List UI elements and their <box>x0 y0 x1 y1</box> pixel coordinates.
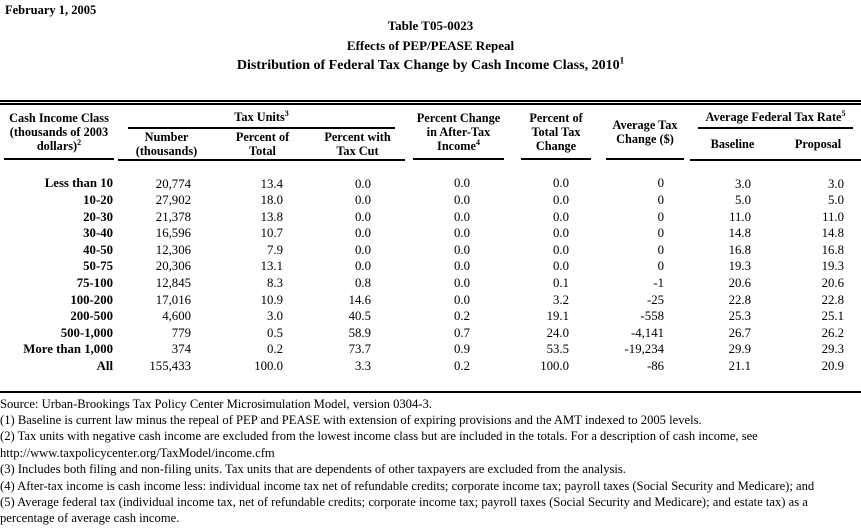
data-cell: 24.0 <box>546 325 569 340</box>
header-line: Tax Cut <box>336 143 379 158</box>
col-header-avg-tax-change <box>600 103 690 160</box>
data-cell: 19.1 <box>546 309 569 324</box>
data-cell: 22.8 <box>821 292 844 307</box>
data-cell: 0.0 <box>454 209 470 224</box>
row-label: 40-50 <box>83 242 113 257</box>
data-cell: 0.5 <box>267 325 283 340</box>
row-label: 500-1,000 <box>60 325 113 340</box>
data-cell: 0.0 <box>553 242 569 257</box>
data-cell: 0.0 <box>553 209 569 224</box>
data-cell: 16.8 <box>728 242 751 257</box>
data-cell: 0.0 <box>553 193 569 208</box>
footnote-line: percentage of average cash income. <box>0 511 180 526</box>
data-cell: 10.7 <box>260 226 283 241</box>
data-cell: 21.1 <box>728 359 751 374</box>
data-cell: 0 <box>657 193 664 208</box>
table-row <box>0 275 861 292</box>
data-cell: 0.0 <box>553 259 569 274</box>
data-cell: 29.3 <box>821 342 844 357</box>
row-label: 30-40 <box>83 226 113 241</box>
footnote-marker: 5 <box>841 108 846 118</box>
footnote-line: (2) Tax units with negative cash income are excluded from the lowest income class but are included in the totals. For a description of cash income, see <box>0 429 758 444</box>
header-line: Change <box>535 139 577 154</box>
row-label: 10-20 <box>83 193 113 208</box>
data-cell: 7.9 <box>267 242 283 257</box>
data-cell: 27,902 <box>155 193 191 208</box>
header-line: Cash Income Class <box>9 111 109 126</box>
data-cell: 779 <box>171 325 191 340</box>
table-row <box>0 358 861 392</box>
table-number-title: Table T05-0023 <box>387 18 474 33</box>
header-line: (thousands of 2003 <box>9 125 109 140</box>
data-cell: 11.0 <box>822 209 844 224</box>
footnote-marker: 3 <box>284 108 289 118</box>
data-cell: 0.7 <box>454 325 470 340</box>
data-cell: 3.2 <box>553 292 569 307</box>
data-cell: 40.5 <box>348 309 371 324</box>
header-line: Percent of <box>529 111 583 126</box>
row-label: 100-200 <box>70 292 113 307</box>
table-row <box>0 192 861 209</box>
row-label: 200-500 <box>70 309 113 324</box>
data-cell: 20.6 <box>821 276 844 291</box>
data-cell: 0.0 <box>355 259 371 274</box>
data-cell: 0.0 <box>553 176 569 190</box>
footnote-line: (3) Includes both filing and non-filing units. Tax units that are dependents of other taxpayers are excluded from the analysis. <box>0 462 626 477</box>
col-header-cash-income-class <box>0 103 118 160</box>
footnote-marker: 2 <box>77 138 82 148</box>
data-cell: 25.3 <box>728 309 751 324</box>
col-header-percent-of-total <box>215 129 310 160</box>
data-cell: 3.0 <box>828 176 844 191</box>
data-cell: -4,141 <box>630 325 664 340</box>
header-line: in After-Tax <box>426 125 491 140</box>
data-cell: 13.8 <box>260 209 283 224</box>
data-cell: 0.0 <box>454 292 470 307</box>
table-body <box>0 160 861 392</box>
col-header-number-thousands <box>118 129 215 160</box>
data-cell: -86 <box>646 359 664 374</box>
data-cell: 0.2 <box>267 342 283 357</box>
row-label: 20-30 <box>83 209 113 224</box>
data-cell: 0.0 <box>355 226 371 241</box>
col-header-pct-total-tax-change <box>512 103 600 160</box>
row-label: All <box>96 359 113 374</box>
data-cell: 0.0 <box>355 209 371 224</box>
row-label: 50-75 <box>83 259 113 274</box>
data-cell: 10.9 <box>260 292 283 307</box>
data-cell: 20,774 <box>155 176 191 191</box>
group-header-text: Tax Units <box>234 109 285 124</box>
data-cell: -19,234 <box>624 342 664 357</box>
col-header-pct-change-after-tax-income <box>405 103 512 160</box>
header-line: Average Tax <box>612 118 678 133</box>
data-cell: 25.1 <box>821 309 844 324</box>
col-header-baseline: Baseline <box>690 129 775 160</box>
header-line: Percent with <box>324 129 391 144</box>
data-cell: 0 <box>657 209 664 224</box>
data-cell: 12,306 <box>155 242 191 257</box>
data-cell: 0.0 <box>454 259 470 274</box>
data-cell: 5.0 <box>828 193 844 208</box>
data-cell: 19.3 <box>821 259 844 274</box>
data-cell: 100.0 <box>540 359 569 374</box>
data-cell: 13.4 <box>260 176 283 191</box>
data-cell: 374 <box>171 342 191 357</box>
row-label: More than 1,000 <box>23 342 113 357</box>
data-cell: 0.0 <box>454 193 470 208</box>
data-cell: 5.0 <box>735 193 751 208</box>
footnotes-block <box>0 396 861 527</box>
header-line: Percent Change <box>416 111 501 126</box>
data-cell: 53.5 <box>546 342 569 357</box>
data-cell: 8.3 <box>267 276 283 291</box>
table-header <box>0 103 861 160</box>
table-row <box>0 258 861 275</box>
tax-distribution-table <box>0 100 861 393</box>
footnote-url: http://www.taxpolicycenter.org/TaxModel/income.cfm <box>0 445 275 460</box>
data-cell: 18.0 <box>260 193 283 208</box>
data-cell: 0.0 <box>355 242 371 257</box>
header-line: Number <box>144 129 189 144</box>
table-row <box>0 292 861 309</box>
main-title-text: Distribution of Federal Tax Change by Cash Income Class, 2010 <box>236 58 620 73</box>
data-cell: 0.0 <box>454 242 470 257</box>
data-cell: 14.6 <box>348 292 371 307</box>
data-cell: 0.0 <box>355 193 371 208</box>
group-header-text: Average Federal Tax Rate <box>705 109 842 124</box>
data-cell: 0.0 <box>454 176 470 190</box>
data-cell: 12,845 <box>155 276 191 291</box>
table-row <box>0 325 861 342</box>
source-line: Source: Urban-Brookings Tax Policy Center Microsimulation Model, version 0304-3. <box>0 396 432 411</box>
data-cell: 3.0 <box>267 309 283 324</box>
group-header-avg-federal-tax-rate <box>690 103 861 129</box>
header-text: dollars) <box>36 139 78 154</box>
data-cell: 26.2 <box>821 325 844 340</box>
table-row <box>0 160 861 193</box>
footnote-line: (1) Baseline is current law minus the repeal of PEP and PEASE with extension of expiring provisions and the AMT indexed to 2005 levels. <box>0 413 702 428</box>
data-cell: 26.7 <box>728 325 751 340</box>
data-cell: 16.8 <box>821 242 844 257</box>
table-row <box>0 242 861 259</box>
data-cell: 0.0 <box>454 226 470 241</box>
data-cell: 14.8 <box>728 226 751 241</box>
data-cell: -25 <box>646 292 664 307</box>
header-line: (thousands) <box>135 143 198 158</box>
table-row <box>0 308 861 325</box>
col-header-percent-with-tax-cut <box>310 129 405 160</box>
data-cell: 100.0 <box>254 359 283 374</box>
data-cell: 73.7 <box>348 342 371 357</box>
data-cell: 0.8 <box>355 276 371 291</box>
data-cell: -1 <box>653 276 664 291</box>
data-cell: 0 <box>657 259 664 274</box>
data-cell: 29.9 <box>728 342 751 357</box>
footnote-line: (4) After-tax income is cash income less: individual income tax net of refundable credits; corporate income tax; payroll taxes (Social Security and Medicare); and <box>0 478 815 493</box>
data-cell: 0.9 <box>454 342 470 357</box>
data-cell: 21,378 <box>155 209 191 224</box>
header-line: Total <box>249 143 276 158</box>
col-header-proposal: Proposal <box>775 129 861 160</box>
main-title-footnote-marker: 1 <box>619 55 625 66</box>
data-cell: 22.8 <box>728 292 751 307</box>
data-cell: 0.0 <box>355 176 371 191</box>
data-cell: 19.3 <box>728 259 751 274</box>
header-line: Change ($) <box>616 132 674 147</box>
footnote-marker: 4 <box>475 138 480 148</box>
table-row <box>0 209 861 226</box>
data-cell: 20,306 <box>155 259 191 274</box>
title-block <box>0 0 861 100</box>
header-text: Income <box>437 139 476 154</box>
data-cell: -558 <box>640 309 664 324</box>
table-main-title <box>0 55 861 74</box>
data-cell: 17,016 <box>155 292 191 307</box>
data-cell: 13.1 <box>260 259 283 274</box>
header-line: Percent of <box>235 129 290 144</box>
header-line: Total Tax <box>531 125 581 140</box>
footnote-line: (5) Average federal tax (individual income tax, net of refundable credits; corporate income tax; payroll taxes (Social Security and Medicare); and estate tax) as a <box>0 495 808 510</box>
data-cell: 16,596 <box>155 226 191 241</box>
data-cell: 0 <box>657 176 664 190</box>
data-cell: 20.9 <box>821 359 844 374</box>
data-cell: 58.9 <box>348 325 371 340</box>
data-cell: 11.0 <box>729 209 751 224</box>
data-cell: 0.0 <box>553 226 569 241</box>
data-cell: 0 <box>657 242 664 257</box>
table-row <box>0 341 861 358</box>
table-row <box>0 225 861 242</box>
table-subtitle: Effects of PEP/PEASE Repeal <box>346 38 515 53</box>
data-cell: 4,600 <box>162 309 191 324</box>
header-line <box>405 139 512 153</box>
group-header-tax-units <box>118 103 405 129</box>
data-cell: 0 <box>657 226 664 241</box>
document-date: February 1, 2005 <box>5 3 97 17</box>
data-cell: 0.1 <box>553 276 569 291</box>
data-cell: 155,433 <box>149 359 191 374</box>
row-label: 75-100 <box>76 276 113 291</box>
data-cell: 0.2 <box>454 359 470 374</box>
data-cell: 14.8 <box>821 226 844 241</box>
header-line <box>0 139 118 153</box>
data-cell: 0.2 <box>454 309 470 324</box>
data-cell: 3.0 <box>735 176 751 191</box>
row-label: Less than 10 <box>44 176 113 190</box>
data-cell: 20.6 <box>728 276 751 291</box>
data-cell: 0.0 <box>454 276 470 291</box>
data-cell: 3.3 <box>355 359 371 374</box>
